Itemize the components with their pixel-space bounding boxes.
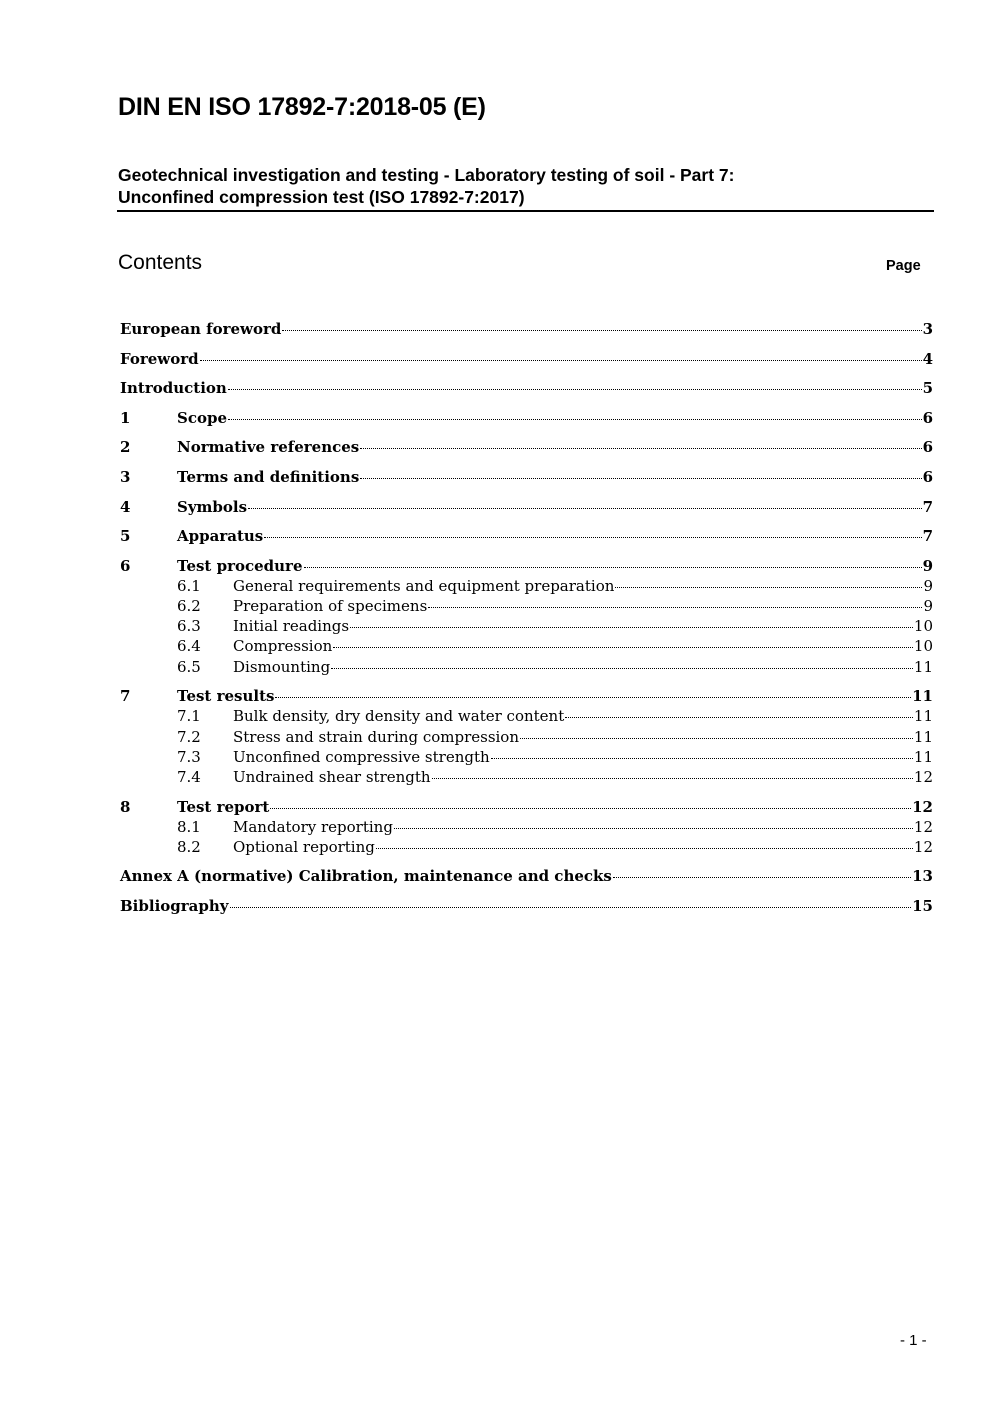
toc-entry-label: Test procedure — [177, 557, 303, 575]
toc-entry-label: Preparation of specimens — [233, 597, 428, 615]
toc-dot-leader — [248, 508, 922, 509]
toc-entry[interactable] — [120, 438, 933, 458]
toc-entry-page-number: 6 — [922, 438, 933, 456]
toc-entry[interactable] — [120, 798, 933, 818]
toc-entry-page-number: 12 — [913, 838, 933, 856]
toc-dot-leader — [360, 448, 921, 449]
toc-dot-leader — [264, 537, 921, 538]
toc-dot-leader — [565, 717, 913, 718]
page-number: - 1 - — [900, 1332, 927, 1349]
toc-entry[interactable] — [120, 768, 933, 788]
toc-entry-label: Symbols — [177, 498, 248, 516]
toc-entry[interactable] — [120, 728, 933, 748]
toc-entry[interactable] — [120, 498, 933, 518]
toc-entry-label: Stress and strain during compression — [233, 728, 520, 746]
toc-dot-leader — [228, 419, 922, 420]
toc-entry-label: Optional reporting — [233, 838, 375, 856]
toc-entry-number: 8.2 — [177, 838, 201, 856]
toc-entry-page-number: 11 — [913, 728, 933, 746]
toc-dot-leader — [200, 360, 922, 361]
toc-entry-label: Unconfined compressive strength — [233, 748, 490, 766]
toc-entry-page-number: 4 — [922, 350, 933, 368]
toc-entry[interactable] — [120, 687, 933, 707]
title-divider — [117, 210, 934, 212]
toc-entry-page-number: 11 — [913, 707, 933, 725]
toc-entry-number: 7 — [120, 687, 131, 705]
toc-entry-page-number: 13 — [912, 867, 933, 885]
toc-entry-page-number: 12 — [913, 768, 933, 786]
toc-entry[interactable] — [120, 350, 933, 370]
toc-entry-label: General requirements and equipment preparation — [233, 577, 615, 595]
toc-entry-page-number: 15 — [912, 897, 933, 915]
document-title — [118, 164, 933, 208]
toc-dot-leader — [376, 848, 913, 849]
toc-entry-label: Scope — [177, 409, 228, 427]
toc-entry-number: 6.4 — [177, 637, 201, 655]
toc-entry-label: Apparatus — [177, 527, 264, 545]
toc-dot-leader — [282, 330, 921, 331]
toc-entry[interactable] — [120, 818, 933, 838]
toc-entry-number: 4 — [120, 498, 131, 516]
toc-entry[interactable] — [120, 577, 933, 597]
toc-entry-number: 5 — [120, 527, 131, 545]
toc-entry[interactable] — [120, 897, 933, 917]
toc-entry-number: 6 — [120, 557, 131, 575]
document-title-line-1: Geotechnical investigation and testing - Laboratory testing of soil - Part 7: — [118, 165, 735, 185]
toc-entry-page-number: 12 — [912, 798, 933, 816]
toc-dot-leader — [360, 478, 921, 479]
toc-entry-label: Initial readings — [233, 617, 350, 635]
toc-entry-label: Test report — [177, 798, 270, 816]
toc-entry-number: 7.1 — [177, 707, 201, 725]
toc-entry-label: Undrained shear strength — [233, 768, 431, 786]
toc-entry-number: 7.3 — [177, 748, 201, 766]
toc-entry-number: 6.3 — [177, 617, 201, 635]
toc-entry[interactable] — [120, 867, 933, 887]
toc-entry-number: 1 — [120, 409, 131, 427]
toc-entry-number: 8 — [120, 798, 131, 816]
contents-heading: Contents — [118, 251, 203, 274]
toc-dot-leader — [228, 389, 922, 390]
toc-entry[interactable] — [120, 617, 933, 637]
toc-entry-page-number: 3 — [922, 320, 933, 338]
toc-entry[interactable] — [120, 838, 933, 858]
toc-entry-page-number: 6 — [922, 468, 933, 486]
toc-entry[interactable] — [120, 557, 933, 577]
toc-entry[interactable] — [120, 527, 933, 547]
toc-entry-label: Bulk density, dry density and water content — [233, 707, 565, 725]
toc-entry-label: Bibliography — [120, 897, 229, 915]
toc-dot-leader — [230, 907, 912, 908]
document-identifier: DIN EN ISO 17892-7:2018-05 (E) — [118, 93, 486, 121]
toc-entry-page-number: 9 — [922, 557, 933, 575]
toc-entry[interactable] — [120, 597, 933, 617]
toc-entry-page-number: 11 — [912, 687, 933, 705]
toc-entry-label: Dismounting — [233, 658, 331, 676]
toc-dot-leader — [275, 697, 911, 698]
document-title-line-2: Unconfined compression test (ISO 17892-7:2017) — [118, 187, 525, 207]
toc-entry[interactable] — [120, 658, 933, 678]
toc-dot-leader — [331, 668, 913, 669]
toc-dot-leader — [432, 778, 913, 779]
toc-entry-label: Test results — [177, 687, 275, 705]
toc-dot-leader — [350, 627, 913, 628]
toc-entry-page-number: 11 — [913, 658, 933, 676]
toc-entry-number: 6.5 — [177, 658, 201, 676]
toc-entry-label: Annex A (normative) Calibration, maintenance and checks — [120, 867, 612, 885]
toc-entry-page-number: 10 — [913, 637, 933, 655]
toc-entry-page-number: 7 — [922, 498, 933, 516]
toc-entry-page-number: 7 — [922, 527, 933, 545]
toc-entry-page-number: 5 — [922, 379, 933, 397]
toc-dot-leader — [491, 758, 913, 759]
toc-dot-leader — [270, 808, 911, 809]
toc-entry[interactable] — [120, 379, 933, 399]
toc-entry-number: 7.4 — [177, 768, 201, 786]
toc-dot-leader — [520, 738, 913, 739]
toc-dot-leader — [333, 647, 913, 648]
toc-entry-page-number: 12 — [913, 818, 933, 836]
toc-entry-label: Introduction — [120, 379, 227, 397]
toc-entry-number: 2 — [120, 438, 131, 456]
toc-entry-label: Foreword — [120, 350, 199, 368]
toc-dot-leader — [613, 877, 911, 878]
toc-entry-page-number: 10 — [913, 617, 933, 635]
toc-entry-number: 6.2 — [177, 597, 201, 615]
toc-dot-leader — [428, 607, 922, 608]
toc-entry[interactable] — [120, 707, 933, 727]
toc-dot-leader — [394, 828, 913, 829]
toc-entry-number: 7.2 — [177, 728, 201, 746]
toc-entry-number: 6.1 — [177, 577, 201, 595]
toc-entry[interactable] — [120, 637, 933, 657]
toc-entry[interactable] — [120, 468, 933, 488]
toc-entry-page-number: 9 — [923, 597, 933, 615]
toc-entry[interactable] — [120, 409, 933, 429]
toc-entry-page-number: 11 — [913, 748, 933, 766]
toc-entry-page-number: 6 — [922, 409, 933, 427]
toc-entry-label: Normative references — [177, 438, 360, 456]
toc-entry-label: European foreword — [120, 320, 282, 338]
toc-entry-label: Compression — [233, 637, 333, 655]
toc-entry-label: Terms and definitions — [177, 468, 360, 486]
toc-entry-page-number: 9 — [923, 577, 933, 595]
toc-entry[interactable] — [120, 748, 933, 768]
toc-entry-label: Mandatory reporting — [233, 818, 393, 836]
toc-dot-leader — [304, 567, 922, 568]
toc-entry-number: 8.1 — [177, 818, 201, 836]
toc-dot-leader — [615, 587, 922, 588]
page-column-heading: Page — [886, 258, 921, 274]
toc-entry[interactable] — [120, 320, 933, 340]
toc-entry-number: 3 — [120, 468, 131, 486]
